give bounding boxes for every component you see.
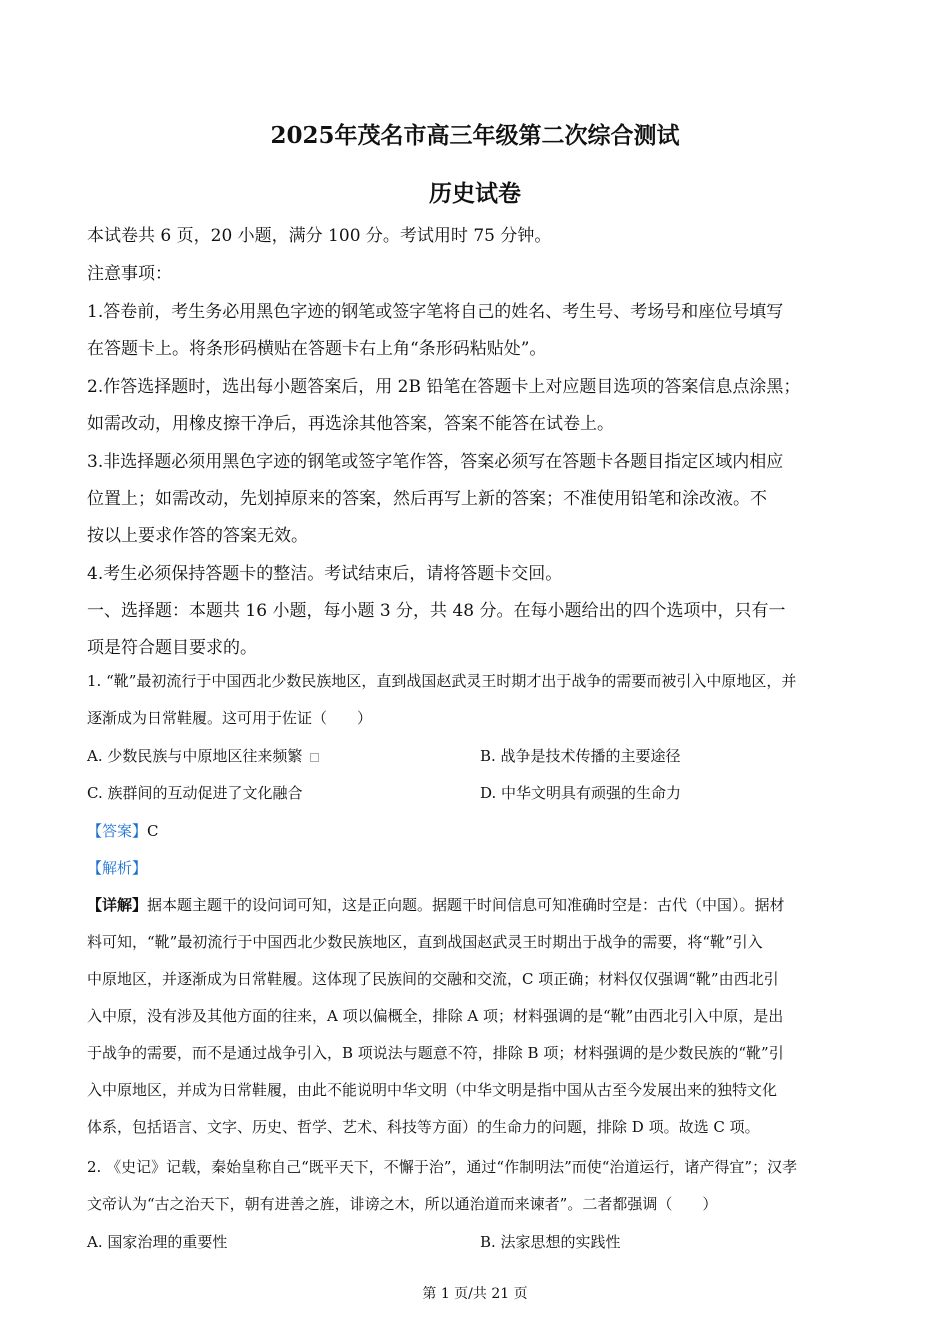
- q2-option-b: B. 法家思想的实践性: [480, 1233, 621, 1251]
- q1-option-b: B. 战争是技术传播的主要途径: [480, 747, 681, 765]
- q1-option-c: C. 族群间的互动促进了文化融合: [87, 784, 303, 802]
- answer-line: [87, 820, 159, 841]
- notice-line: 3.非选择题必须用黑色字迹的钢笔或签字笔作答，答案必须写在答题卡各题目指定区域内相应: [87, 452, 784, 472]
- detail-line: 中原地区，并逐渐成为日常鞋履。这体现了民族间的交融和交流，C 项正确；材料仅仅强调“靴”由西北引: [87, 970, 779, 988]
- detail-line: 入中原，没有涉及其他方面的往来，A 项以偏概全，排除 A 项；材料强调的是“靴”由西北引入中原，是出: [87, 1007, 784, 1025]
- notice-line: 如需改动，用橡皮擦干净后，再选涂其他答案，答案不能答在试卷上。: [87, 414, 614, 434]
- detail-line: 料可知，“靴”最初流行于中国西北少数民族地区，直到战国赵武灵王时期出于战争的需要，将“靴”引入: [87, 933, 763, 951]
- notice-line: 在答题卡上。将条形码横贴在答题卡右上角“条形码粘贴处”。: [87, 339, 547, 359]
- detail-line: 于战争的需要，而不是通过战争引入，B 项说法与题意不符，排除 B 项；材料强调的是少数民族的“靴”引: [87, 1044, 784, 1062]
- question-2-stem: 2. 《史记》记载，秦始皇称自己“既平天下，不懈于治”，通过“作制明法”而使“治道运行，诸产得宜”；汉孝: [87, 1158, 798, 1176]
- detail-line: 【详解】据本题主题干的设问词可知，这是正向题。据题干时间信息可知准确时空是：古代（中国）。据材: [87, 896, 785, 914]
- notice-line: 1.答卷前，考生务必用黑色字迹的钢笔或签字笔将自己的姓名、考生号、考场号和座位号填写: [87, 302, 784, 322]
- q1-option-d: D. 中华文明具有顽强的生命力: [480, 784, 682, 802]
- answer-value: C: [147, 822, 159, 840]
- q2-option-a: A. 国家治理的重要性: [87, 1233, 228, 1251]
- notice-line: 按以上要求作答的答案无效。: [87, 526, 308, 546]
- section-title: 项是符合题目要求的。: [87, 638, 257, 658]
- page-title: 2025年茂名市高三年级第二次综合测试: [270, 122, 680, 149]
- question-1-stem: 1. “靴”最初流行于中国西北少数民族地区，直到战国赵武灵王时期才出于战争的需要而被引入中原地区，并: [87, 672, 797, 690]
- detail-line: 体系，包括语言、文字、历史、哲学、艺术、科技等方面）的生命力的问题，排除 D 项。故选 C 项。: [87, 1118, 760, 1136]
- page-subtitle: 历史试卷: [429, 180, 521, 207]
- notice-line: 4.考生必须保持答题卡的整洁。考试结束后，请将答题卡交回。: [87, 564, 563, 584]
- notice-line: 位置上；如需改动，先划掉原来的答案，然后再写上新的答案；不准使用铅笔和涂改液。不: [87, 489, 767, 509]
- notice-heading: 注意事项：: [87, 264, 172, 284]
- section-title: 一、选择题：本题共 16 小题，每小题 3 分，共 48 分。在每小题给出的四个选项中，只有一: [87, 601, 786, 621]
- detail-label: 【详解】: [87, 896, 148, 914]
- answer-label: 【答案】: [87, 822, 148, 840]
- page-footer: 第 1 页/共 21 页: [422, 1286, 528, 1302]
- question-1-stem: 逐渐成为日常鞋履。这可用于佐证（ ）: [87, 709, 373, 727]
- exam-intro: 本试卷共 6 页，20 小题，满分 100 分。考试用时 75 分钟。: [87, 226, 552, 246]
- placeholder-box-icon: [310, 753, 319, 762]
- analysis-label: 【解析】: [87, 859, 148, 877]
- notice-line: 2.作答选择题时，选出每小题答案后，用 2B 铅笔在答题卡上对应题目选项的答案信息点涂黑；: [87, 377, 801, 397]
- q1-option-a: A. 少数民族与中原地区往来频繁: [87, 745, 319, 766]
- detail-line: 入中原地区，并成为日常鞋履，由此不能说明中华文明（中华文明是指中国从古至今发展出来的独特文化: [87, 1081, 778, 1099]
- question-2-stem: 文帝认为“古之治天下，朝有进善之旌，诽谤之木，所以通治道而来谏者”。二者都强调（ ）: [87, 1195, 718, 1213]
